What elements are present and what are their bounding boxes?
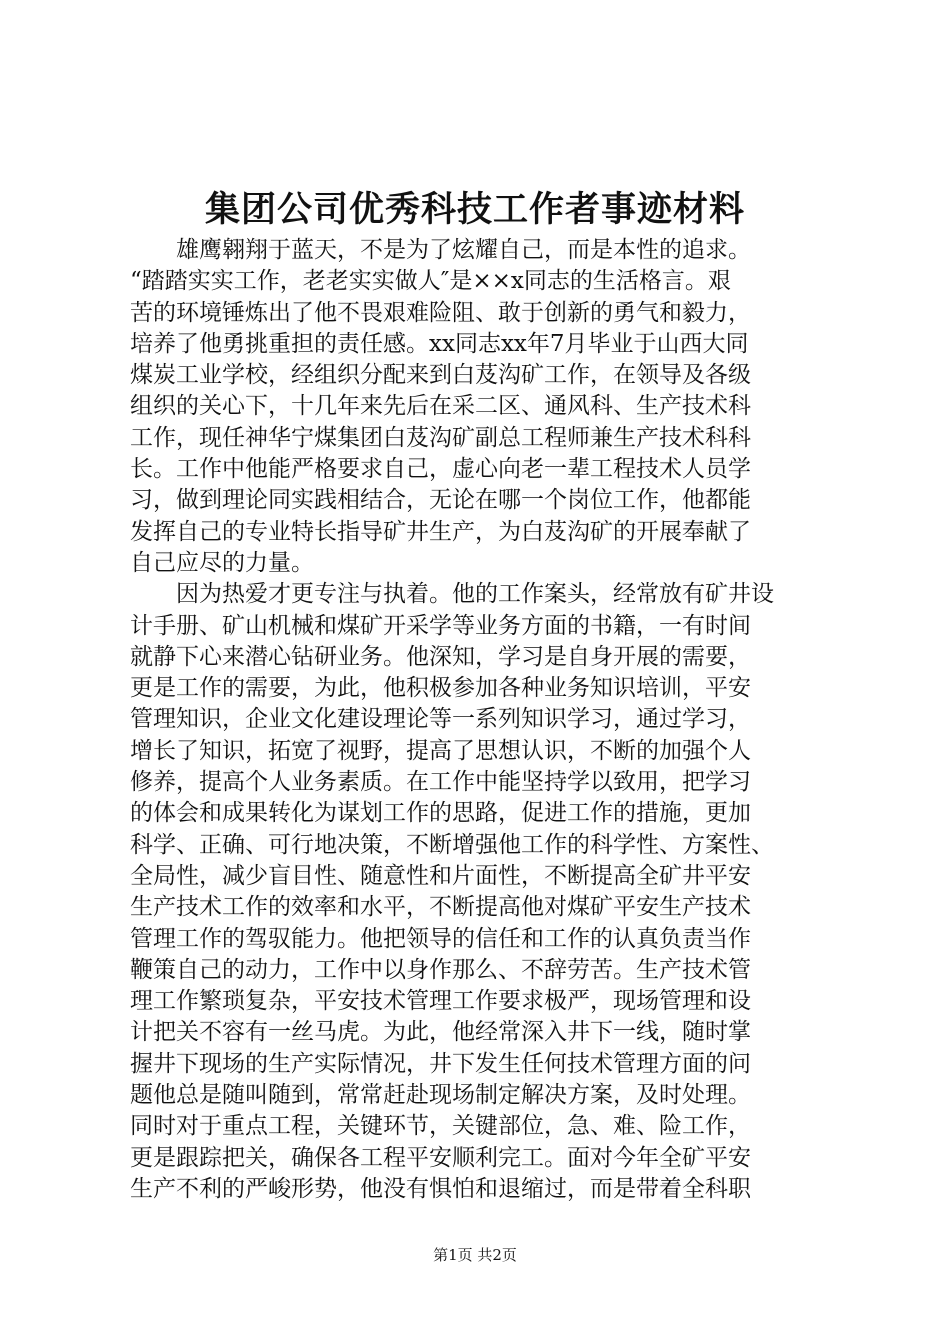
text-line: 管理工作的驾驭能力。他把领导的信任和工作的认真负责当作 — [130, 925, 751, 952]
text-line: 鞭策自己的动力，工作中以身作那么、不辞劳苦。生产技术管 — [130, 956, 751, 983]
text-line: 科学、正确、可行地决策，不断增强他工作的科学性、方案性、 — [130, 831, 774, 858]
text-line: 增长了知识，拓宽了视野，提高了思想认识，不断的加强个人 — [130, 737, 751, 764]
text-line: 同时对于重点工程，关键环节，关键部位，急、难、险工作， — [130, 1113, 751, 1140]
text-line: 更是工作的需要，为此，他积极参加各种业务知识培训，平安 — [130, 675, 751, 702]
text-line: 煤炭工业学校，经组织分配来到白芨沟矿工作，在领导及各级 — [130, 362, 751, 389]
text-line: 计把关不容有一丝马虎。为此，他经常深入井下一线，随时掌 — [130, 1019, 751, 1046]
paragraph-2 — [130, 579, 838, 1205]
text-line: 理工作繁琐复杂，平安技术管理工作要求极严，现场管理和设 — [130, 988, 751, 1015]
text-line: 组织的关心下，十几年来先后在采二区、通风科、生产技术科 — [130, 393, 751, 420]
text-line: 全局性，减少盲目性、随意性和片面性，不断提高全矿井平安 — [130, 862, 751, 889]
text-line: 发挥自己的专业特长指导矿井生产，为白芨沟矿的开展奉献了 — [130, 518, 751, 545]
document-title: 集团公司优秀科技工作者事迹材料 — [204, 189, 745, 230]
text-line: 培养了他勇挑重担的责任感。xx同志xx年7月毕业于山西大同 — [130, 330, 749, 357]
text-line: 自己应尽的力量。 — [130, 549, 314, 576]
text-line: 计手册、矿山机械和煤矿开采学等业务方面的书籍，一有时间 — [130, 612, 751, 639]
page-number-footer: 第1页 共2页 — [433, 1246, 517, 1264]
text-line: 工作，现任神华宁煤集团白芨沟矿副总工程师兼生产技术科科 — [130, 424, 751, 451]
text-line: 修养，提高个人业务素质。在工作中能坚持学以致用，把学习 — [130, 769, 751, 796]
text-line: 生产技术工作的效率和水平，不断提高他对煤矿平安生产技术 — [130, 894, 751, 921]
text-line: “踏踏实实工作，老老实实做人″是××x同志的生活格言。艰 — [130, 268, 731, 295]
text-line: 因为热爱才更专注与执着。他的工作案头，经常放有矿井设 — [176, 581, 774, 608]
text-line: 苦的环境锤炼出了他不畏艰难险阻、敢于创新的勇气和毅力， — [130, 299, 751, 326]
text-line: 雄鹰翱翔于蓝天，不是为了炫耀自己，而是本性的追求。 — [176, 237, 751, 263]
document-body — [130, 235, 838, 1205]
text-line: 题他总是随叫随到，常常赶赴现场制定解决方案，及时处理。 — [130, 1082, 751, 1109]
text-line: 习，做到理论同实践相结合，无论在哪一个岗位工作，他都能 — [130, 487, 751, 514]
text-line: 更是跟踪把关，确保各工程平安顺利完工。面对今年全矿平安 — [130, 1144, 751, 1171]
text-line: 生产不利的严峻形势，他没有惧怕和退缩过，而是带着全科职 — [130, 1175, 751, 1202]
text-line: 握井下现场的生产实际情况，井下发生任何技术管理方面的问 — [130, 1050, 751, 1077]
text-line: 就静下心来潜心钻研业务。他深知，学习是自身开展的需要， — [130, 643, 751, 670]
text-line: 的体会和成果转化为谋划工作的思路，促进工作的措施，更加 — [130, 800, 751, 827]
paragraph-1 — [130, 235, 838, 579]
text-line: 长。工作中他能严格要求自己，虚心向老一辈工程技术人员学 — [130, 456, 751, 483]
text-line: 管理知识，企业文化建设理论等一系列知识学习，通过学习， — [130, 706, 751, 733]
